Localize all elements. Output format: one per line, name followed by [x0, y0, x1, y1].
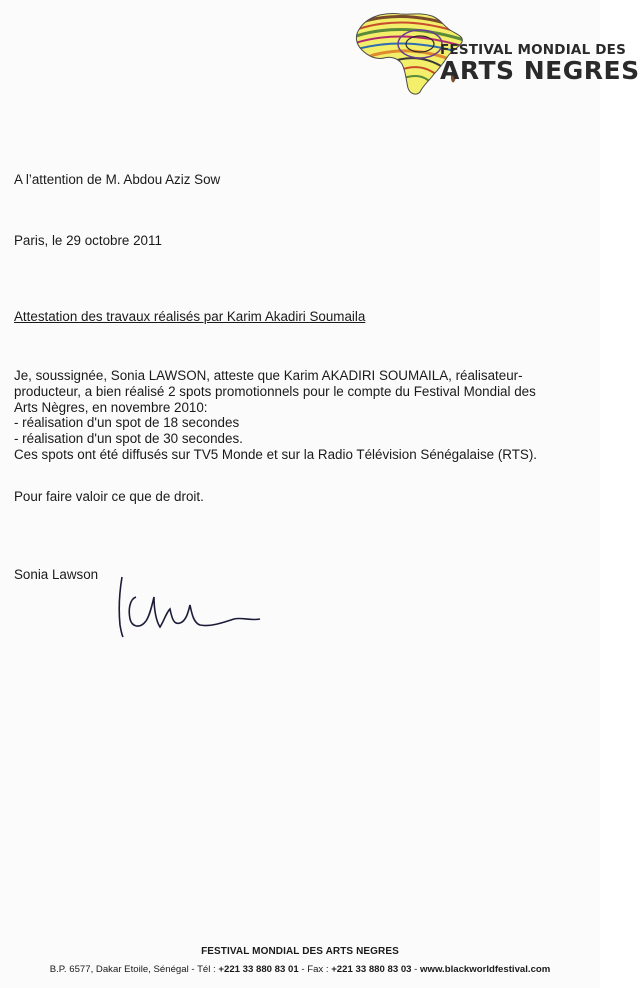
- place-date: Paris, le 29 octobre 2011: [14, 233, 162, 248]
- footer-website: www.blackworldfestival.com: [420, 964, 551, 975]
- footer-tel: +221 33 880 83 01: [218, 964, 299, 975]
- letter-body: [14, 368, 537, 463]
- attention-line: A l’attention de M. Abdou Aziz Sow: [14, 172, 221, 187]
- body-line: Arts Nègres, en novembre 2010:: [14, 399, 208, 415]
- signer-name: Sonia Lawson: [14, 567, 99, 582]
- closing-formula: Pour faire valoir ce que de droit.: [14, 489, 204, 504]
- letter-subject: Attestation des travaux réalisés par Karim Akadiri Soumaila: [14, 309, 366, 324]
- body-line: - réalisation d'un spot de 30 secondes.: [14, 431, 243, 447]
- body-line: Je, soussignée, Sonia LAWSON, atteste que Karim AKADIRI SOUMAILA, réalisateur-: [14, 368, 523, 383]
- handwritten-signature: [110, 575, 270, 645]
- footer-contact: [0, 964, 600, 975]
- footer-fax-label: - Fax :: [298, 964, 332, 975]
- body-line: - réalisation d'un spot de 18 secondes: [14, 415, 240, 431]
- body-line: Ces spots ont été diffusés sur TV5 Monde et sur la Radio Télévision Sénégalaise (RTS).: [14, 446, 538, 462]
- footer-title: FESTIVAL MONDIAL DES ARTS NEGRES: [201, 946, 399, 957]
- festival-logo: [340, 6, 640, 98]
- footer-address: B.P. 6577, Dakar Etoile, Sénégal - Tél :: [49, 964, 219, 975]
- logo-title-line2: ARTS NEGRES: [440, 56, 640, 85]
- footer-separator: -: [411, 964, 421, 975]
- logo-title-line1: FESTIVAL MONDIAL DES: [440, 42, 627, 58]
- body-line: producteur, a bien réalisé 2 spots promotionnels pour le compte du Festival Mondial des: [14, 383, 536, 399]
- footer-fax: +221 33 880 83 03: [331, 964, 412, 975]
